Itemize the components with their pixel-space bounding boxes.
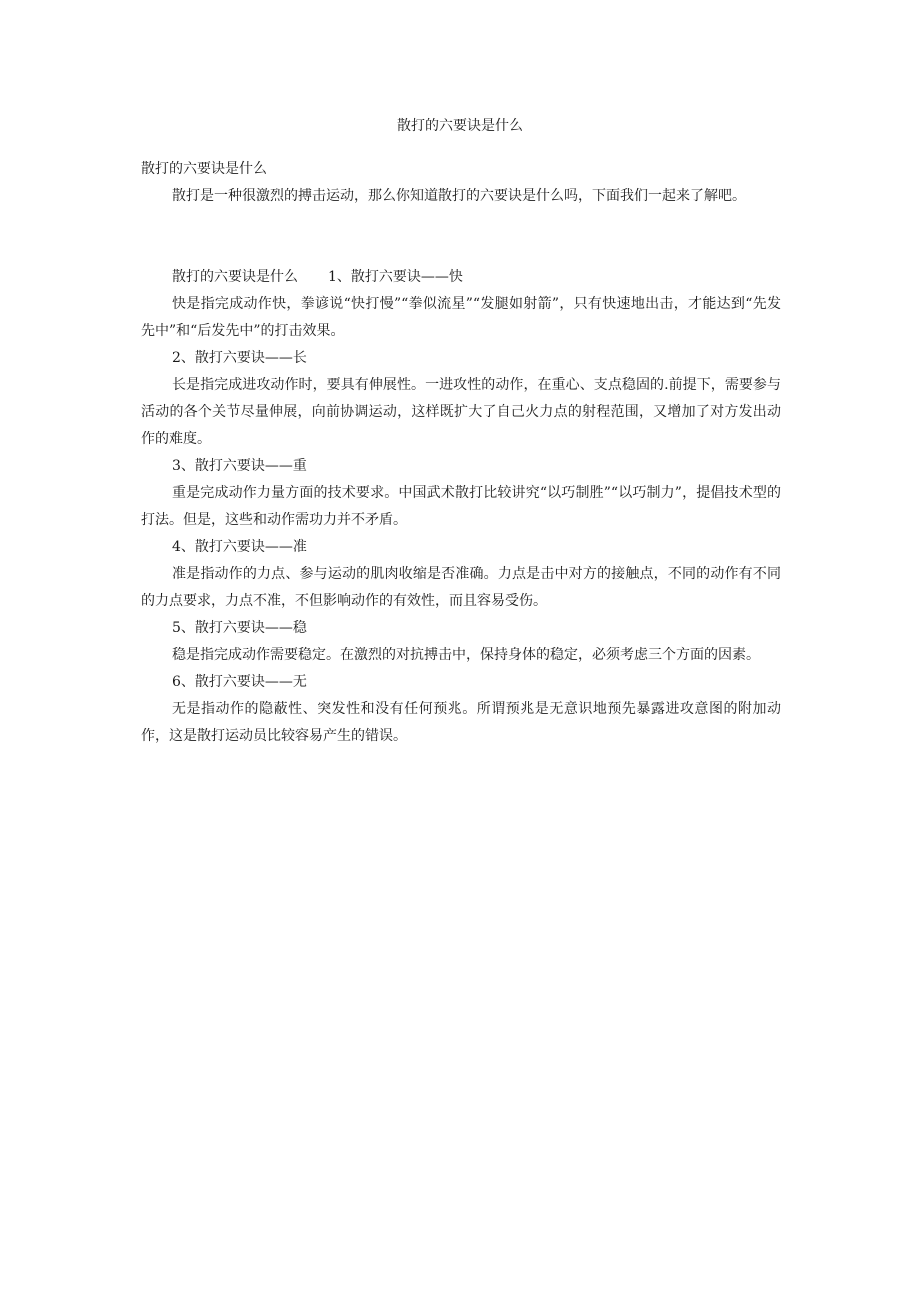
document-title: 散打的六要诀是什么 [397, 118, 523, 134]
section-body-4: 准是指动作的力点、参与运动的肌肉收缩是否准确。力点是击中对方的接触点，不同的动作有不同的力点要求，力点不准，不但影响动作的有效性，而且容易受伤。 [141, 566, 781, 609]
section-body-6: 无是指动作的隐蔽性、突发性和没有任何预兆。所谓预兆是无意识地预先暴露进攻意图的附加动作，这是散打运动员比较容易产生的错误。 [141, 701, 781, 744]
blank-space [141, 210, 781, 264]
section-body-3: 重是完成动作力量方面的技术要求。中国武术散打比较讲究“以巧制胜”“以巧制力”，提倡技术型的打法。但是，这些和动作需功力并不矛盾。 [141, 485, 781, 528]
section-body-1: 快是指完成动作快，拳谚说“快打慢”“拳似流星”“发腿如射箭”，只有快速地出击，才能达到“先发先中”和“后发先中”的打击效果。 [141, 296, 781, 339]
section-heading-1 [141, 264, 781, 291]
intro-paragraph: 散打是一种很激烈的搏击运动，那么你知道散打的六要诀是什么吗，下面我们一起来了解吧。 [172, 188, 746, 204]
subtitle: 散打的六要诀是什么 [141, 161, 267, 177]
section-heading-2: 2、散打六要诀——长 [172, 350, 307, 366]
section-heading-4: 4、散打六要诀——准 [172, 539, 307, 555]
section-heading-3: 3、散打六要诀——重 [172, 458, 307, 474]
section-heading-6: 6、散打六要诀——无 [172, 674, 307, 690]
section-body-2: 长是指完成进攻动作时，要具有伸展性。一进攻性的动作，在重心、支点稳固的.前提下，需要参与活动的各个关节尽量伸展，向前协调运动，这样既扩大了自己火力点的射程范围，又增加了对方发出动作的难度。 [141, 377, 781, 447]
section-body-5: 稳是指完成动作需要稳定。在激烈的对抗搏击中，保持身体的稳定，必须考虑三个方面的因素。 [172, 647, 760, 663]
section-heading-text: 1、散打六要诀——快 [328, 269, 463, 285]
section-lead: 散打的六要诀是什么 [172, 269, 298, 285]
section-heading-5: 5、散打六要诀——稳 [172, 620, 307, 636]
document-body [141, 156, 781, 750]
